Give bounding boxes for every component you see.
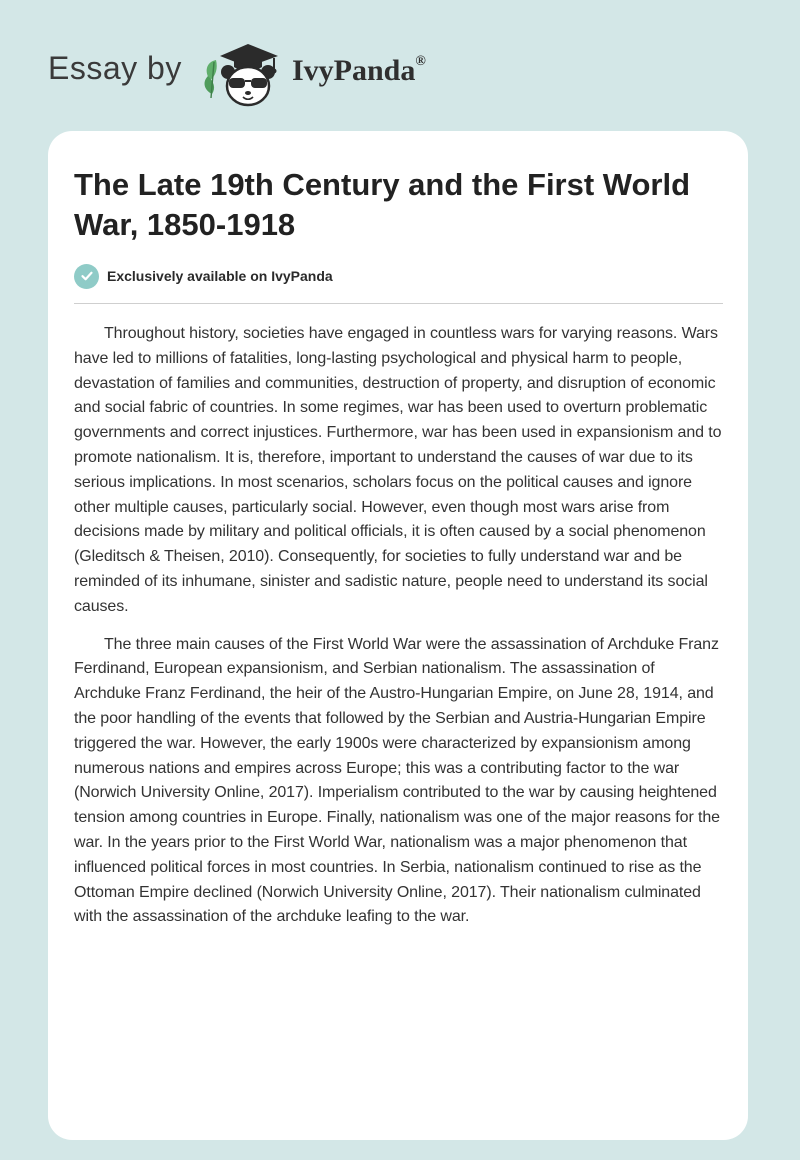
exclusive-badge	[74, 263, 333, 289]
checkmark-icon	[74, 264, 99, 289]
essay-by-label: Essay by	[48, 50, 182, 86]
site-header	[0, 0, 800, 120]
essay-card	[48, 131, 748, 1140]
brand-label: IvyPanda	[292, 54, 416, 87]
trademark-symbol: ®	[415, 54, 426, 69]
panda-logo-icon[interactable]	[200, 36, 286, 108]
leaf-icon	[205, 60, 217, 98]
divider	[74, 303, 723, 304]
paragraph: Throughout history, societies have engaged in countless wars for varying reasons. Wars have led to millions of fatalities, long-lasting psychological and physical harm to people, devastation of families and communities, destruction of property, and disruption of economic and social fabric of countries. In some regimes, war has been used to overturn problematic governments and correct injustices. Furthermore, war has been used in expansionism and to promote nationalism. It is, therefore, important to understand the causes of war due to its serious implications. In most scenarios, scholars focus on the political causes and ignore other multiple causes, particularly social. However, even though most wars arise from decisions made by military and political officials, it is often caused by a social phenomenon (Gleditsch & Theisen, 2010). Consequently, for societies to fully understand war and be reminded of its inhumane, sinister and sadistic nature, people need to understand its social causes.	[74, 325, 722, 615]
brand-name[interactable]	[292, 54, 426, 88]
page-title: The Late 19th Century and the First World War, 1850-1918	[74, 167, 691, 242]
paragraph: The three main causes of the First World War were the assassination of Archduke Franz Ferdinand, European expansionism, and Serbian nationalism. The assassination of Archduke Franz Ferdinand, the heir of the Austro-Hungarian Empire, on June 28, 1914, and the poor handling of the events that followed by the Serbian and Austria-Hungarian Empire triggered the war. However, the early 1900s were characterized by expansionism among numerous nations and empires across Europe; this was a contributing factor to the war (Norwich University Online, 2017). Imperialism contributed to the war by causing heightened tension among countries in Europe. Finally, nationalism was one of the major reasons for the war. In the years prior to the First World War, nationalism was a major phenomenon that influenced political forces in most countries. In Serbia, nationalism continued to rise as the Ottoman Empire declined (Norwich University Online, 2017). Their nationalism culminated with the assassination of the archduke leafing to the war.	[74, 635, 720, 926]
essay-body	[74, 322, 724, 943]
badge-label: Exclusively available on IvyPanda	[107, 268, 333, 284]
